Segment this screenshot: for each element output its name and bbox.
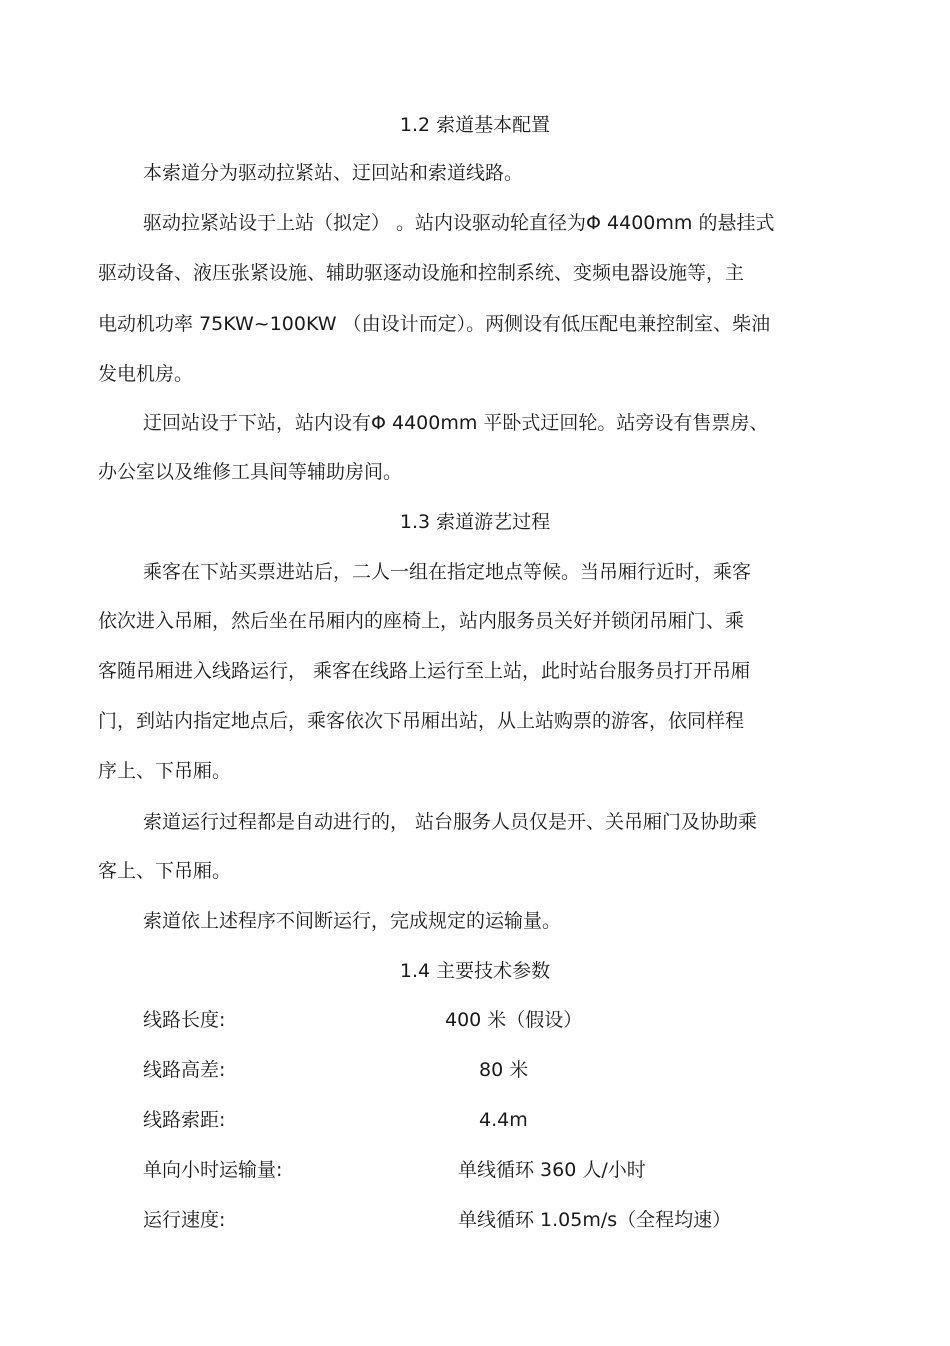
section-heading-1-2: 1.2 索道基本配置 xyxy=(399,114,551,136)
paragraph-line: 电动机功率 75KW~100KW （由设计而定）。两侧设有低压配电兼控制室、柴油 xyxy=(98,313,771,335)
paragraph-line: 本索道分为驱动拉紧站、迂回站和索道线路。 xyxy=(143,162,524,184)
paragraph-line: 客随吊厢进入线路运行， 乘客在线路上运行至上站，此时站台服务员打开吊厢 xyxy=(98,660,751,682)
paragraph-line: 序上、下吊厢。 xyxy=(98,760,232,782)
param-value-rope-gauge: 4.4m xyxy=(479,1109,528,1131)
param-value-height-difference: 80 米 xyxy=(479,1059,529,1081)
param-label-rope-gauge: 线路索距: xyxy=(143,1109,226,1131)
paragraph-line: 索道依上述程序不间断运行，完成规定的运输量。 xyxy=(143,910,562,932)
param-label-hourly-capacity: 单向小时运输量: xyxy=(143,1159,283,1181)
paragraph-line: 发电机房。 xyxy=(98,363,194,385)
paragraph-line: 索道运行过程都是自动进行的， 站台服务人员仅是开、关吊厢门及协助乘 xyxy=(143,811,758,833)
param-value-line-length: 400 米（假设） xyxy=(445,1009,583,1031)
param-label-height-difference: 线路高差: xyxy=(143,1059,226,1081)
paragraph-line: 迂回站设于下站，站内设有Φ 4400mm 平卧式迂回轮。站旁设有售票房、 xyxy=(143,412,769,434)
section-heading-1-4: 1.4 主要技术参数 xyxy=(399,960,551,982)
paragraph-line: 办公室以及维修工具间等辅助房间。 xyxy=(98,461,403,483)
param-value-hourly-capacity: 单线循环 360 人/小时 xyxy=(458,1159,646,1181)
paragraph-line: 驱动拉紧站设于上站（拟定） 。站内设驱动轮直径为Φ 4400mm 的悬挂式 xyxy=(143,212,775,234)
paragraph-line: 驱动设备、液压张紧设施、辅助驱逐动设施和控制系统、变频电器设施等，主 xyxy=(98,262,745,284)
param-label-line-length: 线路长度: xyxy=(143,1009,226,1031)
section-heading-1-3: 1.3 索道游艺过程 xyxy=(399,511,551,533)
paragraph-line: 门，到站内指定地点后，乘客依次下吊厢出站，从上站购票的游客，依同样程 xyxy=(98,710,745,732)
paragraph-line: 依次进入吊厢，然后坐在吊厢内的座椅上，站内服务员关好并锁闭吊厢门、乘 xyxy=(98,610,745,632)
param-value-speed: 单线循环 1.05m/s（全程均速） xyxy=(458,1209,732,1231)
param-label-speed: 运行速度: xyxy=(143,1209,226,1231)
paragraph-line: 客上、下吊厢。 xyxy=(98,860,232,882)
paragraph-line: 乘客在下站买票进站后，二人一组在指定地点等候。当吊厢行近时，乘客 xyxy=(143,561,752,583)
